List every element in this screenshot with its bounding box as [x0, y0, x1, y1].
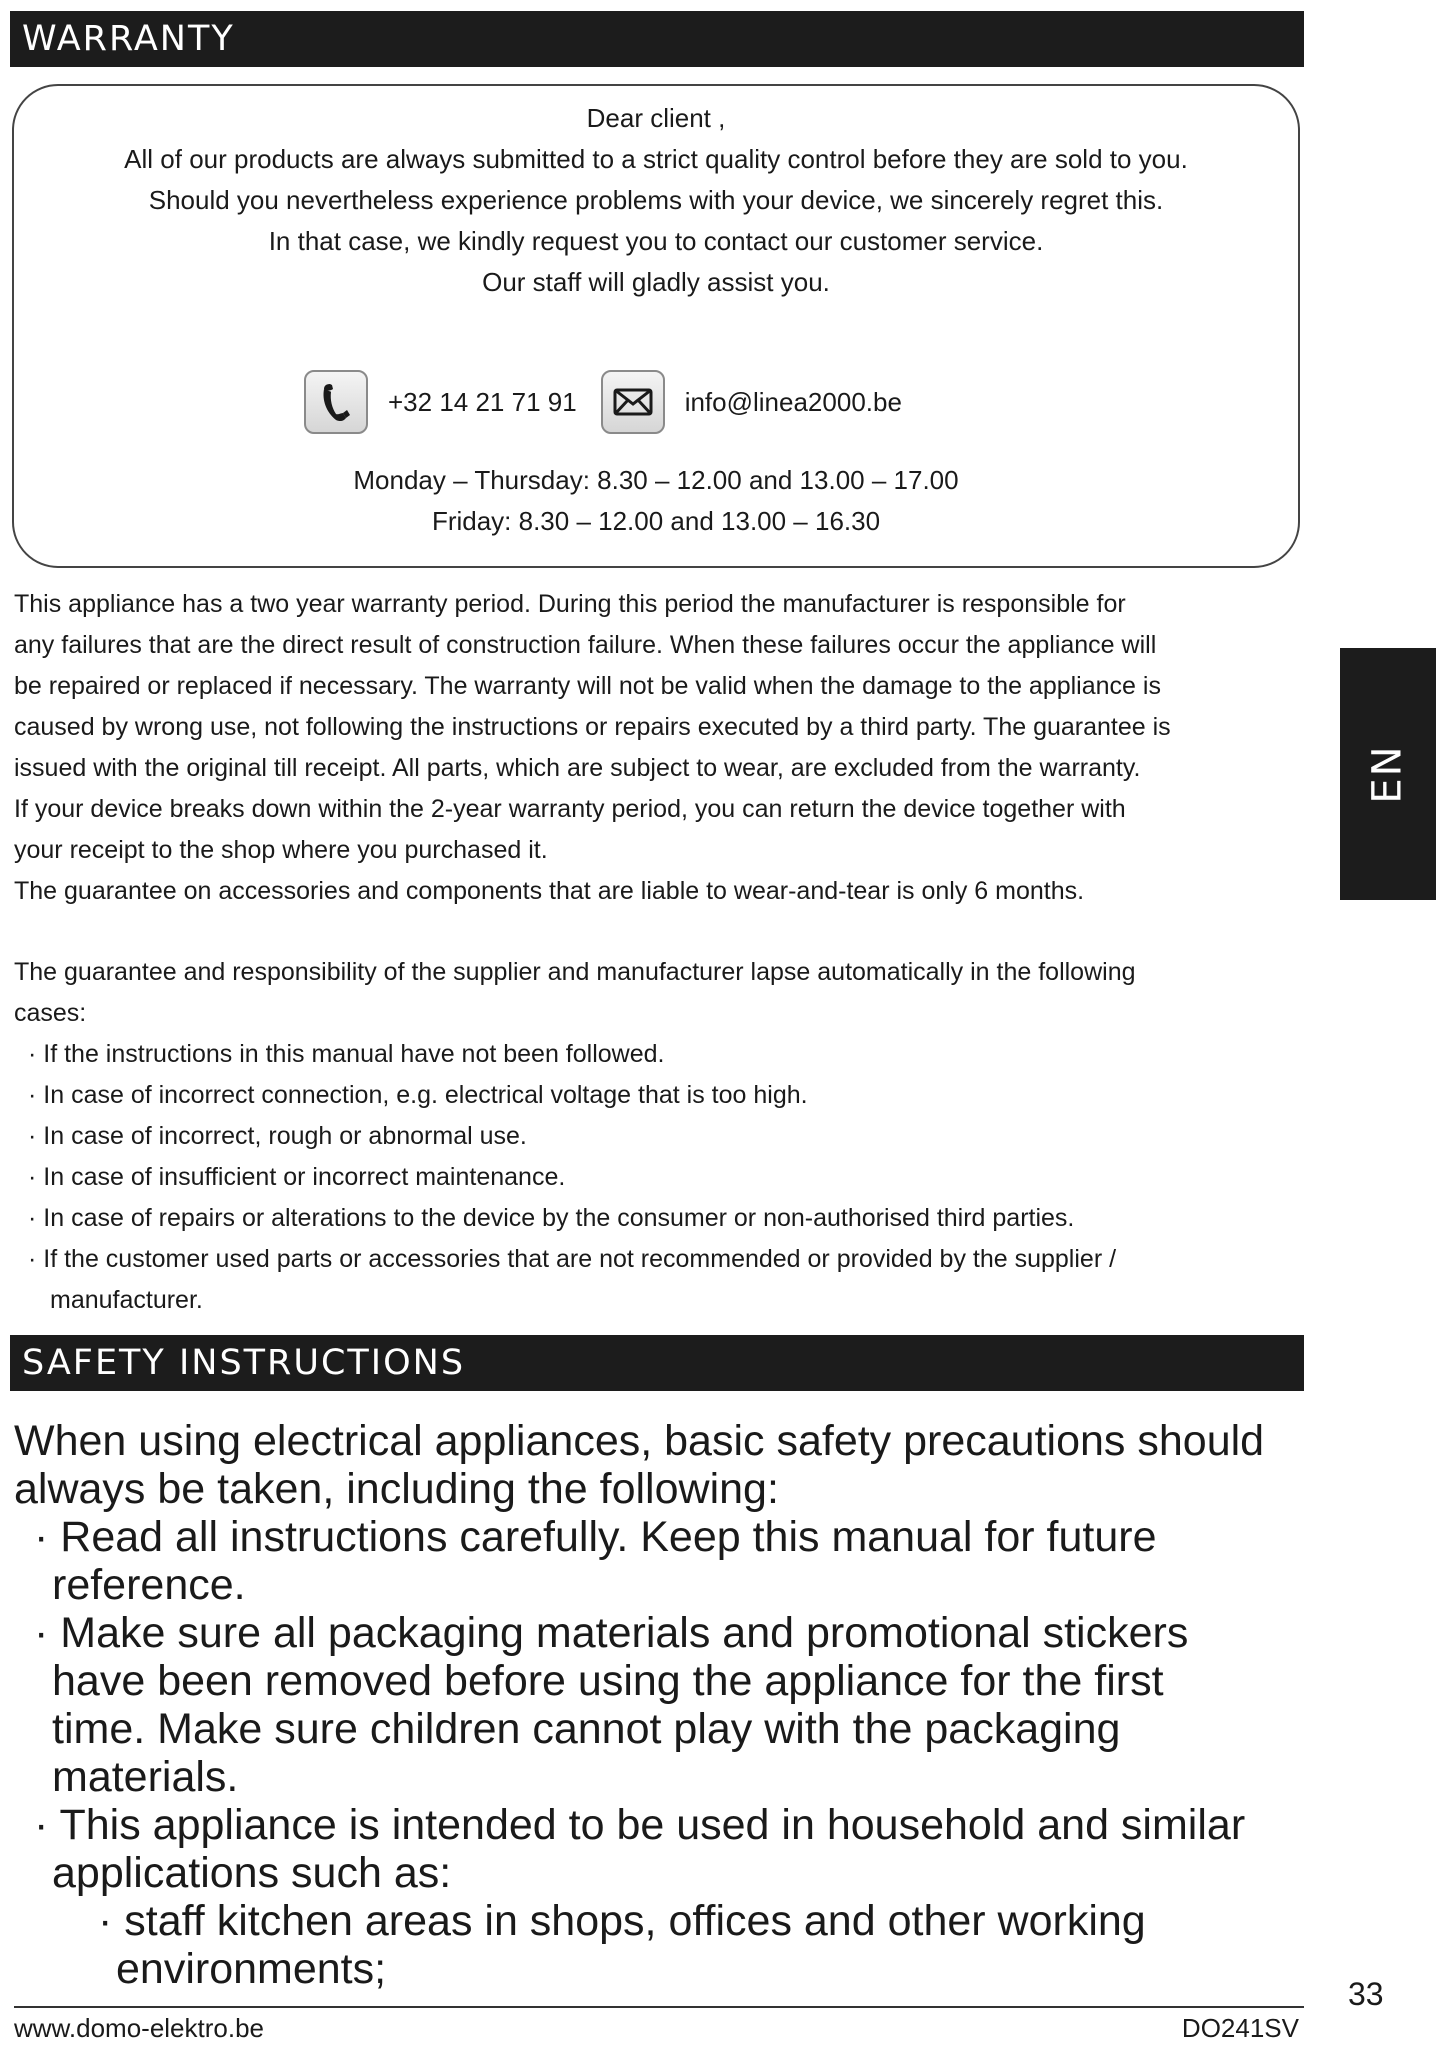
lapse-intro-line: cases: — [14, 999, 87, 1027]
safety-intro-line: always be taken, including the following: — [14, 1465, 779, 1513]
safety-item-continuation: time. Make sure children cannot play with the packaging — [52, 1705, 1121, 1753]
list-item: · In case of incorrect, rough or abnormal use. — [28, 1122, 527, 1150]
greeting-line: All of our products are always submitted to a strict quality control before they are sold to you. — [124, 144, 1188, 174]
list-item: · In case of repairs or alterations to the device by the consumer or non-authorised third parties. — [28, 1204, 1075, 1232]
paragraph-line: If your device breaks down within the 2-year warranty period, you can return the device together with — [14, 795, 1126, 823]
safety-section-header: SAFETY INSTRUCTIONS — [10, 1335, 1304, 1391]
email-address[interactable]: info@linea2000.be — [684, 386, 902, 417]
list-item: · If the customer used parts or accessories that are not recommended or provided by the supplier / — [28, 1245, 1117, 1273]
paragraph-line: This appliance has a two year warranty period. During this period the manufacturer is responsible for — [14, 590, 1126, 618]
phone-icon — [304, 370, 368, 434]
lapse-intro-line: The guarantee and responsibility of the supplier and manufacturer lapse automatically in the following — [14, 958, 1136, 986]
list-item: · If the instructions in this manual have not been followed. — [28, 1040, 665, 1068]
list-item: · In case of incorrect connection, e.g. electrical voltage that is too high. — [28, 1081, 808, 1109]
warranty-paragraph — [14, 584, 1304, 912]
warranty-section-header: WARRANTY — [10, 11, 1304, 67]
list-item-continuation: manufacturer. — [50, 1286, 203, 1314]
greeting-line: Should you nevertheless experience problems with your device, we sincerely regret this. — [148, 185, 1164, 215]
contact-row — [304, 366, 926, 438]
paragraph-line: be repaired or replaced if necessary. The warranty will not be valid when the damage to the appliance is — [14, 672, 1161, 700]
paragraph-line: The guarantee on accessories and components that are liable to wear-and-tear is only 6 months. — [14, 877, 1085, 905]
safety-subitem-continuation: environments; — [116, 1945, 387, 1993]
paragraph-line: any failures that are the direct result of construction failure. When these failures occur the appliance will — [14, 631, 1157, 659]
paragraph-line: issued with the original till receipt. All parts, which are subject to wear, are excluded from the warranty. — [14, 754, 1141, 782]
language-tab — [1340, 648, 1436, 900]
greeting-text — [14, 98, 1298, 303]
list-item: · In case of insufficient or incorrect maintenance. — [28, 1163, 566, 1191]
greeting-line: Dear client , — [586, 103, 726, 133]
mail-icon — [601, 370, 665, 434]
safety-subitem: · staff kitchen areas in shops, offices and other working — [98, 1897, 1146, 1945]
safety-item-continuation: materials. — [52, 1753, 239, 1801]
safety-instructions — [14, 1417, 1304, 1993]
footer-divider — [14, 2006, 1304, 2008]
page-number: 33 — [1348, 1976, 1384, 2012]
safety-item: · This appliance is intended to be used in household and similar — [34, 1801, 1246, 1849]
footer-model: DO241SV — [1181, 2013, 1299, 2043]
paragraph-line: your receipt to the shop where you purchased it. — [14, 836, 548, 864]
safety-item: · Read all instructions carefully. Keep this manual for future — [34, 1513, 1157, 1561]
hours-line: Monday – Thursday: 8.30 – 12.00 and 13.00 – 17.00 — [353, 465, 959, 495]
opening-hours — [14, 460, 1298, 542]
warranty-lapse-list — [14, 952, 1304, 1321]
safety-item-continuation: applications such as: — [52, 1849, 452, 1897]
safety-item-continuation: reference. — [52, 1561, 246, 1609]
safety-item: · Make sure all packaging materials and promotional stickers — [34, 1609, 1189, 1657]
footer-website[interactable]: www.domo-elektro.be — [14, 2013, 264, 2043]
safety-intro-line: When using electrical appliances, basic safety precautions should — [14, 1417, 1265, 1465]
customer-service-box — [12, 84, 1300, 568]
paragraph-line: caused by wrong use, not following the instructions or repairs executed by a third party. The guarantee is — [14, 713, 1171, 741]
hours-line: Friday: 8.30 – 12.00 and 13.00 – 16.30 — [431, 506, 881, 536]
phone-number[interactable]: +32 14 21 71 91 — [388, 386, 577, 417]
greeting-line: In that case, we kindly request you to contact our customer service. — [268, 226, 1044, 256]
safety-item-continuation: have been removed before using the appliance for the first — [52, 1657, 1164, 1705]
greeting-line: Our staff will gladly assist you. — [482, 267, 830, 297]
language-label: EN — [1364, 744, 1411, 804]
